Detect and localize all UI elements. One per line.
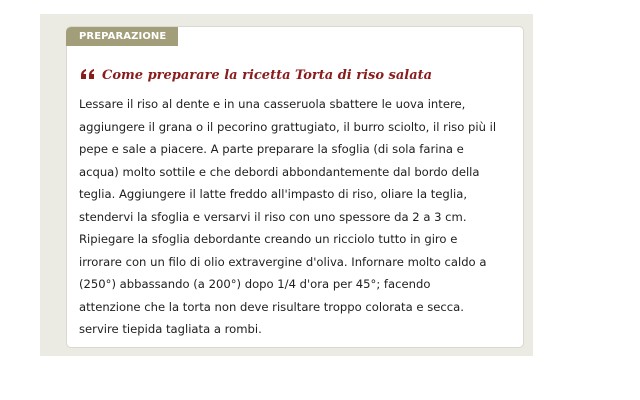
text-line: irrorare con un filo di olio extravergine d'oliva. Infornare molto caldo a — [79, 254, 487, 269]
preparation-panel — [40, 14, 533, 356]
text-line: servire tiepida tagliata a rombi. — [79, 322, 262, 336]
text-line: Lessare il riso al dente e in una casseruola sbattere le uova intere, — [79, 97, 466, 111]
recipe-heading — [80, 67, 432, 83]
recipe-title: Come preparare la ricetta Torta di riso salata — [102, 67, 433, 83]
text-line: Ripiegare la sfoglia debordante creando un ricciolo tutto in giro e — [79, 232, 458, 246]
section-tab: PREPARAZIONE — [66, 27, 178, 46]
text-line: (250°) abbassando (a 200°) dopo 1/4 d'ora per 45°; facendo — [79, 277, 431, 291]
text-line: aggiungere il grana o il pecorino grattugiato, il burro sciolto, il riso più il — [79, 119, 497, 134]
text-line: acqua) molto sottile e che debordi abbondantemente dal bordo della — [79, 164, 480, 179]
text-line: pepe e sale a piacere. A parte preparare la sfoglia (di sola farina e — [79, 142, 464, 156]
text-line: stendervi la sfoglia e versarvi il riso con uno spessore da 2 a 3 cm. — [79, 209, 467, 224]
text-line: teglia. Aggiungere il latte freddo all'impasto di riso, oliare la teglia, — [79, 187, 468, 201]
preparation-text — [79, 93, 519, 341]
text-line: attenzione che la torta non deve risultare troppo colorata e secca. — [79, 299, 464, 314]
quote-icon — [80, 67, 96, 83]
